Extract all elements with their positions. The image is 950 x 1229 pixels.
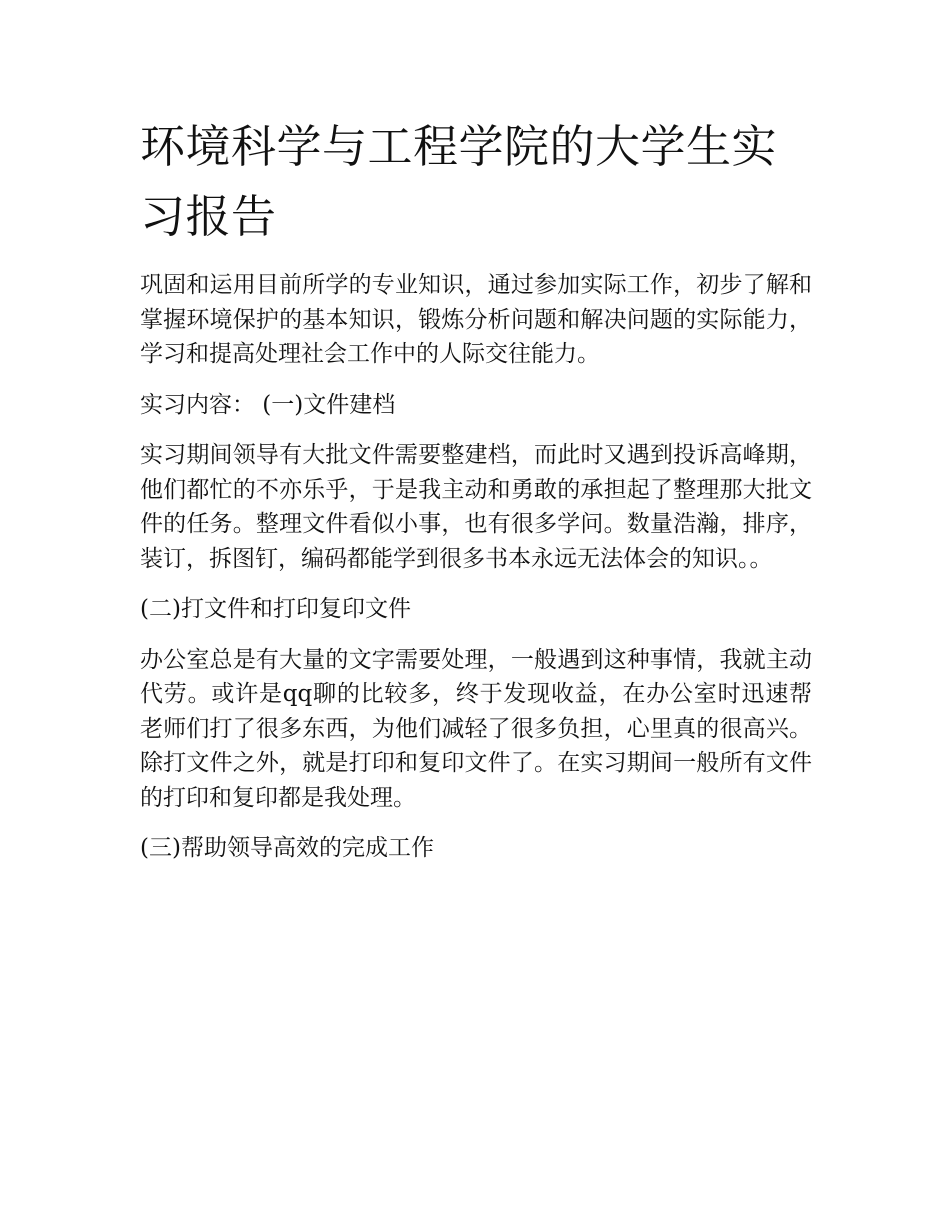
paragraph-typing-printing: 办公室总是有大量的文字需要处理，一般遇到这种事情，我就主动代劳。或许是qq聊的比较多，终于发现收益，在办公室时迅速帮老师们打了很多东西，为他们减轻了很多负担，心里真的很高兴。除打文件之外，就是打印和复印文件了。在实习期间一般所有文件的打印和复印都是我处理。 xyxy=(140,646,812,811)
document-body xyxy=(140,112,812,866)
heading-section-2: (二)打文件和打印复印文件 xyxy=(140,596,411,622)
paragraph-purpose: 巩固和运用目前所学的专业知识，通过参加实际工作，初步了解和掌握环境保护的基本知识，锻炼分析问题和解决问题的实际能力，学习和提高处理社会工作中的人际交往能力。 xyxy=(140,272,812,367)
heading-section-1: 实习内容： (一)文件建档 xyxy=(140,391,396,418)
document-title: 环境科学与工程学院的大学生实习报告 xyxy=(140,120,778,243)
paragraph-filing: 实习期间领导有大批文件需要整建档，而此时又遇到投诉高峰期，他们都忙的不亦乐乎，于是我主动和勇敢的承担起了整理那大批文件的任务。整理文件看似小事，也有很多学问。数量浩瀚，排序，装订，拆图钉，编码都能学到很多书本永远无法体会的知识。。 xyxy=(140,442,812,572)
heading-section-3: (三)帮助领导高效的完成工作 xyxy=(140,835,434,861)
